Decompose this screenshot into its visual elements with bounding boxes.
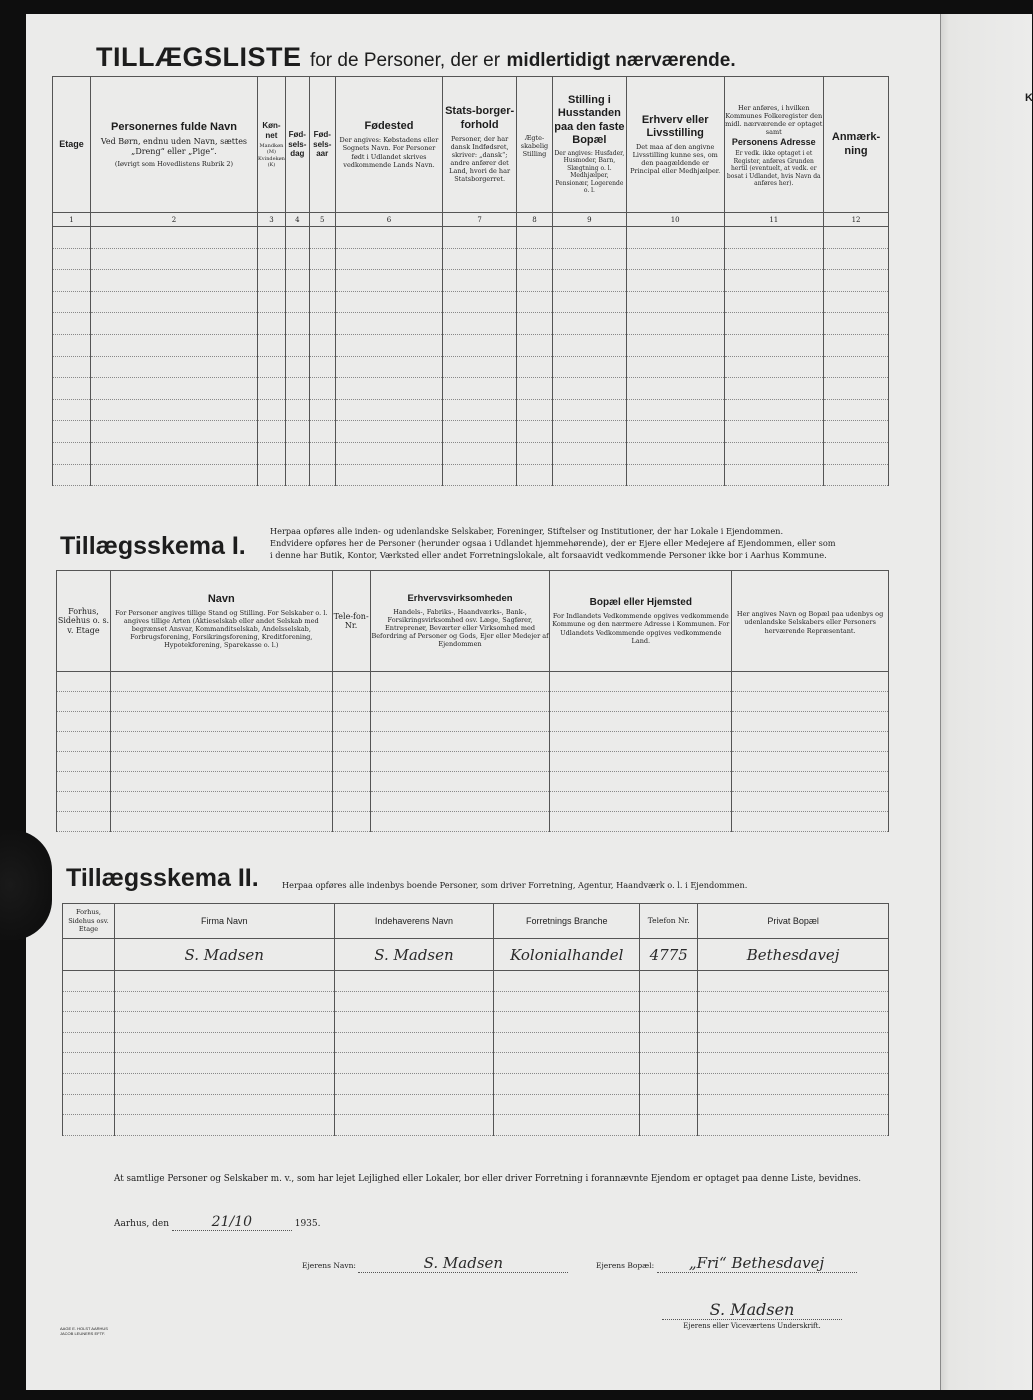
blank-row xyxy=(53,356,889,378)
blank-row xyxy=(53,464,889,486)
col-adresse-header: Her anføres, i hvilken Kommunes Folkeregister den midl. nærværende er optaget samt Personens Adresse Er vedk. ikke optaget i et Register, anføres Grunden hertil (eventuelt, at vedk. er bosat i Udlandet, hvis Navn da anføres her). xyxy=(724,77,824,213)
s2-bopael-value: Bethesdavej xyxy=(746,946,840,964)
blank-row xyxy=(63,1053,889,1074)
col-statsborger-header: Stats-borger-forhold Personer, der har dansk Indfødsret, skriver: „dansk“; andre anfører det Land, hvori de har Statsborgerret. xyxy=(443,77,517,213)
blank-row xyxy=(53,378,889,400)
main-list-rows xyxy=(53,227,889,486)
s2-entry-row xyxy=(63,939,889,971)
blank-row xyxy=(57,672,889,692)
s2-col-bopael: Privat Bopæl xyxy=(698,904,889,939)
blank-row xyxy=(53,270,889,292)
s1-col-navn: Navn For Personer angives tillige Stand og Stilling. For Selskaber o. l. angives tillige Arten (Aktieselskab eller andet Selskab med begrænset Ansvar, Kommanditselskab, Andelsselskab, Forbrugsforening, Forsikringsforening, Kreditforening, Hypotekforening, Sparekasse o. l.) xyxy=(110,571,332,672)
city-label: Aarhus, den xyxy=(114,1219,169,1229)
s2-col-branche: Forretnings Branche xyxy=(494,904,640,939)
title-mid: for de Personer, der er xyxy=(309,50,501,71)
col-erhverv-header: Erhverv eller Livsstilling Det maa af den angivne Livsstilling kunne ses, om den paagældende er Principal eller Medhjælper. xyxy=(626,77,724,213)
printer-imprint: AAGE E. HOLST AARHUS JACOB LEUNERS EFTF. xyxy=(60,1326,108,1337)
col-anmaerkning-header: Anmærk-ning xyxy=(824,77,889,213)
blank-row xyxy=(57,732,889,752)
skema1-rows xyxy=(57,672,889,832)
blank-row xyxy=(63,1012,889,1033)
page-title xyxy=(96,42,736,73)
blank-row xyxy=(53,227,889,249)
s2-col-etage: Forhus, Sidehus osv. Etage xyxy=(63,904,115,939)
blank-row xyxy=(53,421,889,443)
skema1-table xyxy=(56,570,889,832)
signature: S. Madsen xyxy=(662,1300,842,1320)
s2-indehaver-value: S. Madsen xyxy=(374,946,454,964)
s1-col-bopael: Bopæl eller Hjemsted For Indlandets Vedkommende opgives vedkommende Kommune og den nærmere Adresse i Kommunen. For Udlandets Vedkommende opgives vedkommende Land. xyxy=(550,571,732,672)
blank-row xyxy=(63,1073,889,1094)
skema2-rows xyxy=(63,971,889,1136)
s2-col-firma: Firma Navn xyxy=(114,904,334,939)
skema2-description: Herpaa opføres alle indenbys boende Personer, som driver Forretning, Agentur, Haandværk o. l. i Ejendommen. xyxy=(282,880,748,890)
col-foedselsaar-header: Fød-sels-aar xyxy=(309,77,335,213)
col-foedselsdag-header: Fød-sels-dag xyxy=(285,77,309,213)
s1-col-erhverv: Erhvervsvirksomheden Handels-, Fabriks-, Haandværks-, Bank-, Forsikringsvirksomhed osv. Læge, Sagfører, Entreprenør, Beværter eller Virksomhed med Befordring af Personer og Gods, Ejer eller Medejer af Ejendommen xyxy=(370,571,550,672)
blank-row xyxy=(53,334,889,356)
blank-row xyxy=(63,1094,889,1115)
s2-col-indehaver: Indehaverens Navn xyxy=(334,904,494,939)
s2-firma-value: S. Madsen xyxy=(184,946,264,964)
attestation-statement: At samtlige Personer og Selskaber m. v., som har lejet Lejlighed eller Lokaler, bor eller driver Forretning i forannævnte Ejendom er optaget paa denne Liste, bevidnes. xyxy=(114,1174,862,1184)
blank-row xyxy=(57,792,889,812)
column-number-row: 1 2 3 4 5 6 7 8 9 10 11 12 xyxy=(53,213,889,227)
blank-row xyxy=(63,1115,889,1136)
facing-page xyxy=(940,14,1032,1390)
blank-row xyxy=(53,442,889,464)
title-bold: TILLÆGSLISTE xyxy=(96,42,302,72)
col-etage-header: Etage xyxy=(53,77,91,213)
col-foedested-header: Fødested Der angives: Købstadens eller Sognets Navn. For Personer født i Udlandet skrives vedkommende Lands Navn. xyxy=(335,77,443,213)
s1-col-repraesentant: Her angives Navn og Bopæl paa udenbys og udenlandske Selskabers eller Personers herværende Repræsentant. xyxy=(732,571,889,672)
year-label: 1935. xyxy=(294,1219,321,1229)
blank-row xyxy=(53,399,889,421)
blank-row xyxy=(53,313,889,335)
blank-row xyxy=(63,991,889,1012)
signature-block xyxy=(662,1300,842,1330)
s1-col-telefon: Tele-fon-Nr. xyxy=(332,571,370,672)
skema1-description: Herpaa opføres alle inden- og udenlandske Selskaber, Foreninger, Stiftelser og Institutioner, der har Lokale i Ejendommen. Endvidere opføres her de Personer (herunder ogsaa i Udlandet hjemmehørende), der er Ejere eller Medejere af Ejendommen, eller som i denne har Butik, Kontor, Værksted eller andet Forretningslokale, alt forsaavidt vedkommende Personer ikke bor i Aarhus Kommune. xyxy=(270,526,836,560)
blank-row xyxy=(57,752,889,772)
s2-branche-value: Kolonialhandel xyxy=(510,946,624,964)
blank-row xyxy=(57,712,889,732)
skema2-title: Tillægsskema II. xyxy=(66,864,259,892)
blank-row xyxy=(57,692,889,712)
blank-row xyxy=(53,248,889,270)
owner-name-value: S. Madsen xyxy=(358,1254,568,1273)
skema2-table xyxy=(62,903,889,1136)
title-end: midlertidigt nærværende. xyxy=(506,50,736,71)
owner-bopael-line xyxy=(596,1254,857,1273)
blank-row xyxy=(57,772,889,792)
owner-bopael-value: „Fri“ Bethesdavej xyxy=(657,1254,857,1273)
blank-row xyxy=(57,812,889,832)
s2-col-telefon: Telefon Nr. xyxy=(640,904,698,939)
col-stilling-header: Stilling i Husstanden paa den faste Bopæl Der angives: Husfader, Husmoder, Barn, Slægtning o. l. Medhjælper, Pensionær, Logerende o. l. xyxy=(552,77,626,213)
thumb-shadow xyxy=(0,830,52,940)
skema1-title: Tillægsskema I. xyxy=(60,532,246,560)
blank-row xyxy=(63,1032,889,1053)
blank-row xyxy=(63,971,889,992)
date-line xyxy=(114,1214,321,1231)
owner-name-label: Ejerens Navn: xyxy=(302,1261,356,1270)
owner-name-line xyxy=(302,1254,568,1273)
blank-row xyxy=(53,291,889,313)
col-navn-header: Personernes fulde Navn Ved Børn, endnu uden Navn, sættes „Dreng“ eller „Pige“. (Iøvrigt som Hovedlistens Rubrik 2) xyxy=(90,77,257,213)
col-aegteskab-header: Ægte-skabelig Stilling xyxy=(517,77,553,213)
col-koen-header: Køn-net Mandkøn (M) Kvindekøn (K) xyxy=(258,77,286,213)
signature-caption: Ejerens eller Viceværtens Underskrift. xyxy=(683,1322,821,1330)
owner-bopael-label: Ejerens Bopæl: xyxy=(596,1261,655,1270)
s2-telefon-value: 4775 xyxy=(649,946,688,964)
facing-page-letter: K xyxy=(1025,92,1033,104)
date-handwritten: 21/10 xyxy=(172,1214,292,1231)
main-list-table xyxy=(52,76,889,486)
s1-col-etage: Forhus, Sidehus o. s. v. Etage xyxy=(57,571,111,672)
